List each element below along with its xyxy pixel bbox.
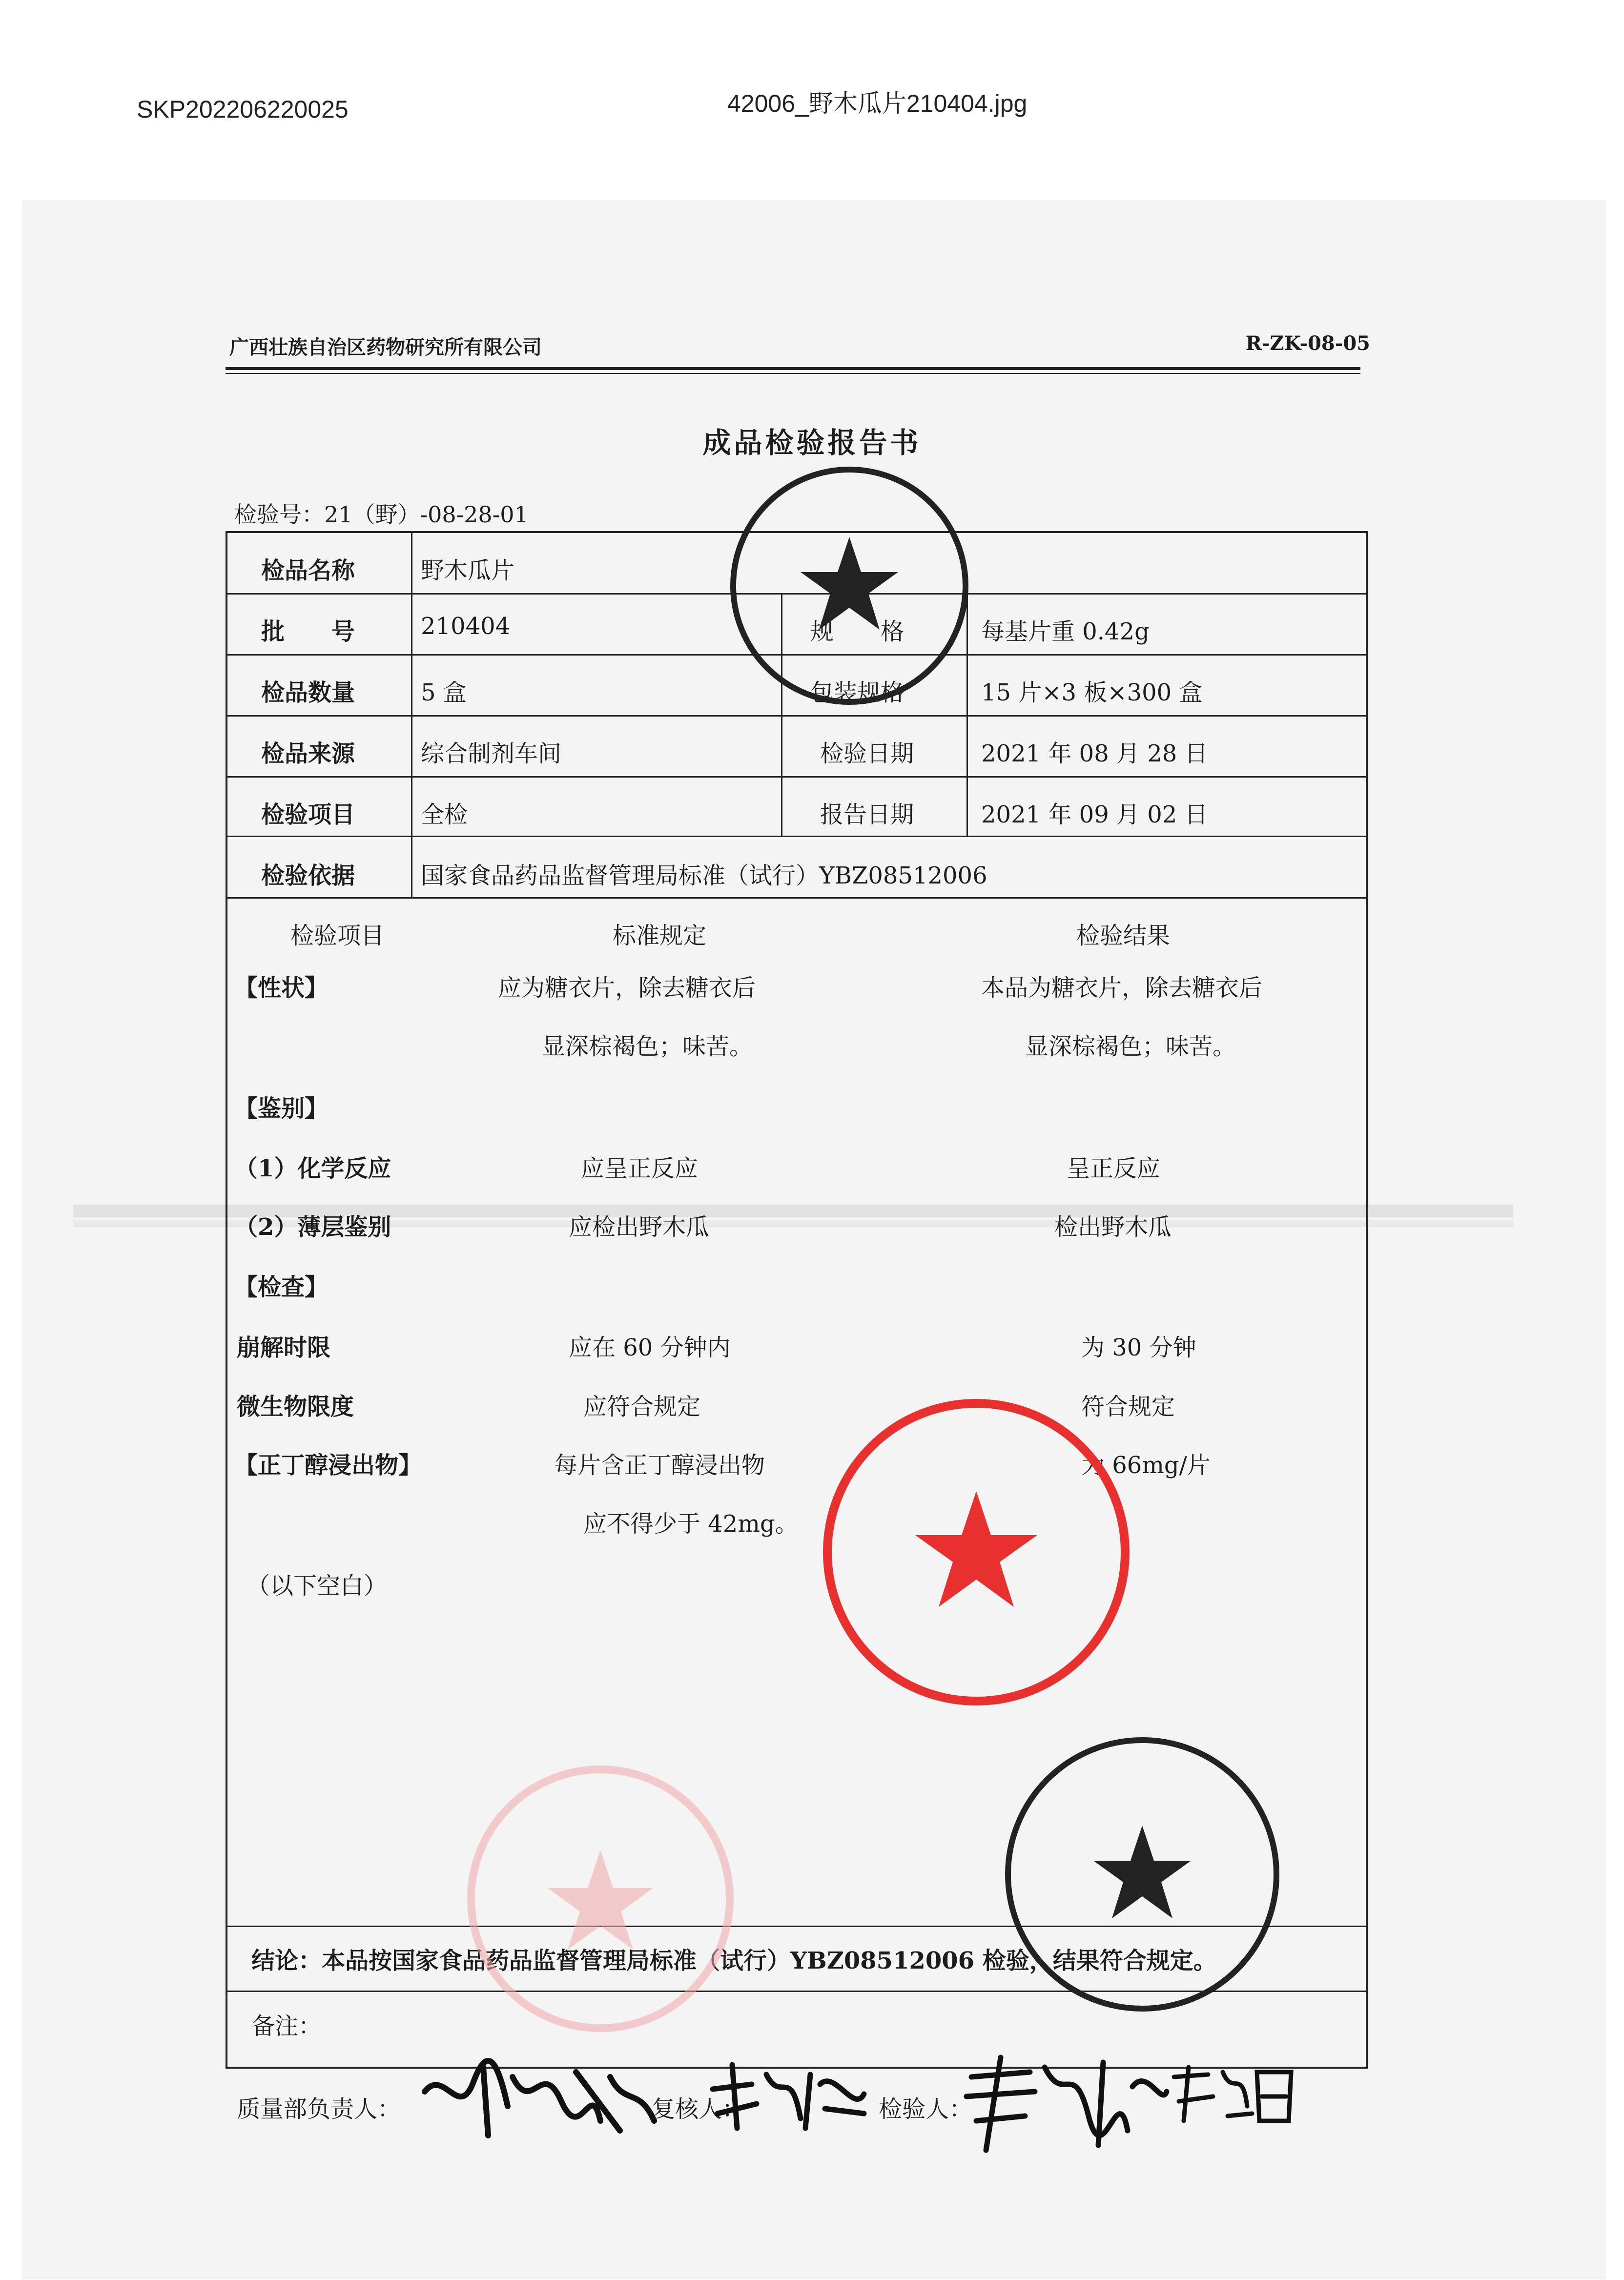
- institute-seal-stamp: [727, 464, 971, 708]
- report-date: 2021 年 09 月 02 日: [981, 801, 1208, 828]
- qa-head-label: 质量部负责人：: [237, 2095, 401, 2123]
- spec-value: 每基片重 0.42g: [981, 618, 1150, 645]
- basis-label: 检验依据: [261, 862, 355, 889]
- report-date-label: 报告日期: [820, 801, 914, 828]
- items-label: 检验项目: [261, 801, 355, 828]
- items-value: 全检: [421, 801, 468, 828]
- conclusion: 结论：本品按国家食品药品监督管理局标准（试行）YBZ08512006 检验，结果符合规定。: [251, 1947, 1217, 1974]
- row-divider: [226, 715, 1368, 717]
- disint-standard: 应在 60 分钟内: [569, 1334, 731, 1361]
- identify-section: 【鉴别】: [234, 1095, 329, 1122]
- sample-name-label: 检品名称: [261, 557, 355, 584]
- col-item-header: 检验项目: [290, 922, 385, 949]
- character-result-1: 本品为糖衣片，除去糖衣后: [981, 974, 1263, 1002]
- character-standard-1: 应为糖衣片，除去糖衣后: [498, 974, 756, 1002]
- institute-name: 广西壮族自治区药物研究所有限公司: [229, 336, 542, 359]
- chem-result: 呈正反应: [1067, 1155, 1161, 1182]
- package-label: 包装规格: [810, 679, 905, 706]
- tlc-result: 检出野木瓜: [1054, 1213, 1172, 1241]
- form-code: R-ZK-08-05: [1245, 332, 1370, 355]
- reviewer-label: 复核人：: [652, 2095, 746, 2123]
- blank-note: （以下空白）: [247, 1572, 388, 1600]
- col-result-header: 检验结果: [1076, 922, 1171, 949]
- col-divider: [411, 531, 412, 897]
- chem-label: （1）化学反应: [234, 1155, 391, 1182]
- scan-id: SKP202206220025: [137, 96, 349, 123]
- col-standard-header: 标准规定: [613, 922, 707, 949]
- character-section: 【性状】: [234, 974, 329, 1002]
- remarks-label: 备注：: [251, 2013, 322, 2040]
- test-date-label: 检验日期: [820, 740, 914, 767]
- quantity-label: 检品数量: [261, 679, 355, 706]
- extract-standard-1: 每片含正丁醇浸出物: [554, 1452, 765, 1479]
- extract-result: 为 66mg/片: [1081, 1452, 1211, 1479]
- header-rule: [226, 367, 1360, 370]
- micro-label: 微生物限度: [237, 1393, 354, 1420]
- character-standard-2: 显深棕褐色；味苦。: [542, 1033, 753, 1060]
- micro-result: 符合规定: [1081, 1393, 1175, 1420]
- row-divider: [226, 897, 1368, 899]
- tlc-label: （2）薄层鉴别: [234, 1213, 391, 1241]
- header-rule-thin: [226, 373, 1360, 374]
- distributor-seal-stamp: [1001, 1733, 1284, 2016]
- package-value: 15 片×3 板×300 盒: [981, 679, 1203, 706]
- row-divider: [226, 836, 1368, 837]
- document-title: 成品检验报告书: [702, 426, 922, 459]
- character-result-2: 显深棕褐色；味苦。: [1025, 1033, 1236, 1060]
- disint-label: 崩解时限: [237, 1334, 331, 1361]
- quality-dept-red-stamp: [820, 1396, 1132, 1708]
- row-divider: [226, 776, 1368, 778]
- file-name: 42006_野木瓜片210404.jpg: [727, 90, 1028, 117]
- extract-label: 【正丁醇浸出物】: [234, 1452, 422, 1479]
- micro-standard: 应符合规定: [583, 1393, 701, 1420]
- inspector-signature-1: [957, 2048, 1172, 2160]
- spec-label: 规 格: [810, 618, 905, 645]
- faded-red-stamp: [464, 1762, 737, 2035]
- disint-result: 为 30 分钟: [1081, 1334, 1196, 1361]
- batch-number: 210404: [421, 613, 511, 640]
- batch-label: 批 号: [261, 618, 355, 645]
- test-date: 2021 年 08 月 28 日: [981, 740, 1208, 767]
- sample-name: 野木瓜片: [421, 557, 515, 584]
- qa-head-signature: [415, 2048, 659, 2145]
- report-number: 检验号：21（野）-08-28-01: [234, 501, 529, 528]
- check-section: 【检查】: [234, 1274, 329, 1301]
- extract-standard-2: 应不得少于 42mg。: [583, 1510, 799, 1538]
- inspector-label: 检验人：: [879, 2095, 973, 2123]
- chem-standard: 应呈正反应: [581, 1155, 699, 1182]
- source-value: 综合制剂车间: [421, 740, 562, 767]
- inspector-signature-2: [1169, 2057, 1296, 2131]
- quantity-value: 5 盒: [421, 679, 467, 706]
- reviewer-signature: [708, 2055, 869, 2138]
- source-label: 检品来源: [261, 740, 355, 767]
- tlc-standard: 应检出野木瓜: [569, 1213, 710, 1241]
- basis-value: 国家食品药品监督管理局标准（试行）YBZ08512006: [421, 862, 987, 889]
